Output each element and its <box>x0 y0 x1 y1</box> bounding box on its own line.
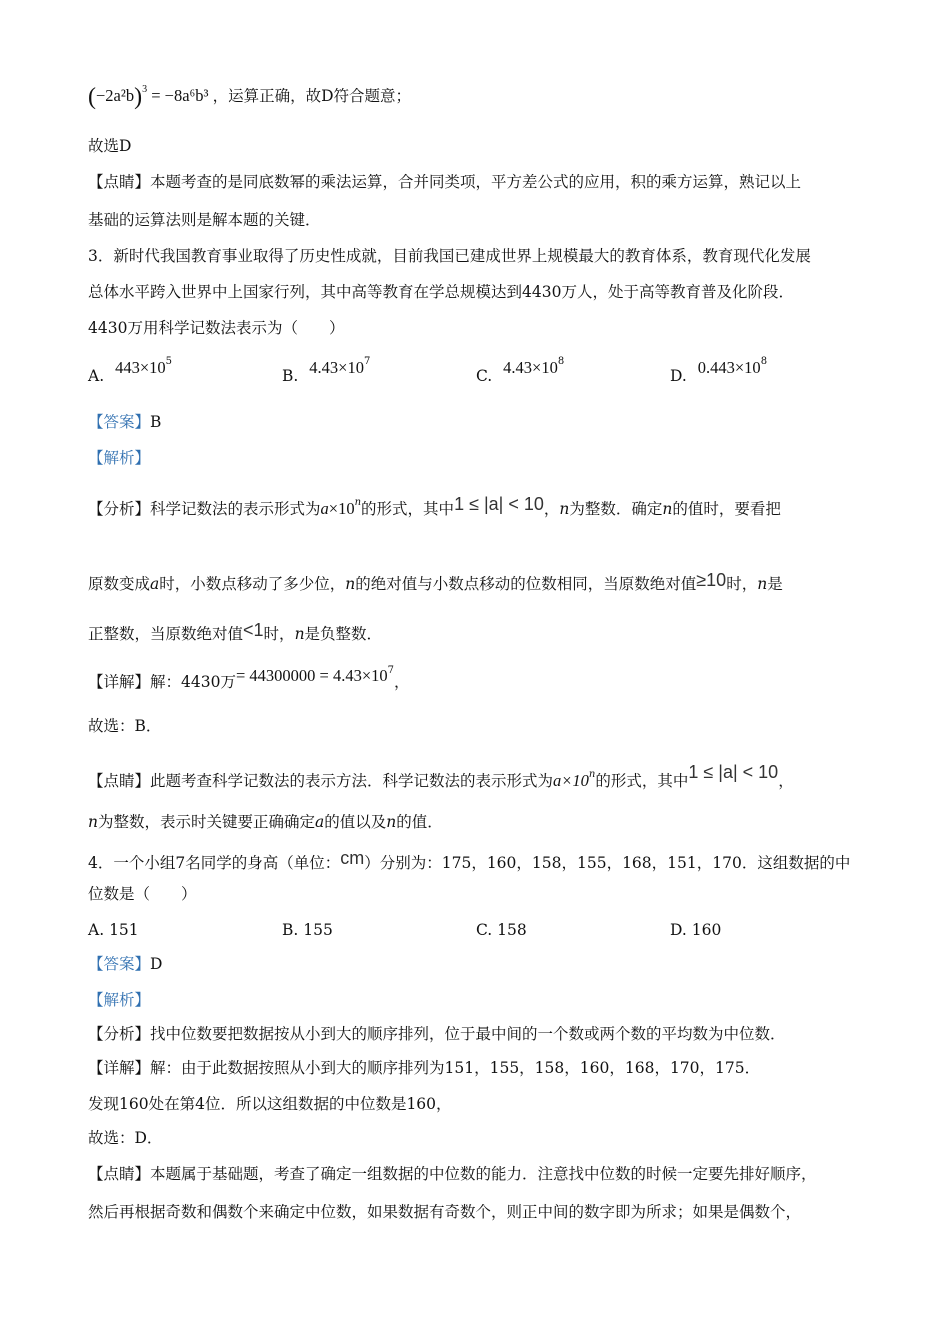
form: a×10 <box>553 771 589 790</box>
text: ， <box>778 772 794 790</box>
choose-d: 故选D <box>88 137 132 155</box>
option-label: B. <box>282 367 299 385</box>
q4-option-c <box>476 920 527 940</box>
option-value: 160 <box>691 921 722 939</box>
text: ）分别为：175，160，158，155，168，151，170．这组数据的中 <box>364 854 851 872</box>
math-inner: −2a²b <box>96 86 135 105</box>
fenxi-tag: 【分析】 <box>88 500 151 518</box>
text: 的形式，其中 <box>595 772 689 790</box>
text: 是负整数． <box>304 625 383 643</box>
option-exponent: 8 <box>557 356 565 367</box>
text: 时，小数点移动了多少位， <box>159 575 346 593</box>
q4-choose: 故选：D． <box>88 1129 163 1147</box>
text: 原数变成 <box>88 575 151 593</box>
q4-detail <box>88 1058 760 1078</box>
q3-fenxi-3 <box>88 620 382 644</box>
detail-tag: 【详解】 <box>88 1059 151 1077</box>
q3-dianjing-1 <box>88 762 794 791</box>
q3-stem-3: 4430万用科学记数法表示为（ ） <box>88 319 345 337</box>
math-expression: $(-2a^2b)^3 = -8a^6b^3$ <box>88 84 209 110</box>
q4-stem-1 <box>88 848 850 873</box>
option-label: D. <box>670 921 687 939</box>
option-exponent: 5 <box>165 356 172 367</box>
q3-option-a <box>88 358 172 386</box>
q4-dianjing <box>88 1164 817 1184</box>
equation: = 44300000 = 4.43×10 <box>235 666 388 685</box>
text: 4．一个小组7名同学的身高（单位： <box>88 854 341 872</box>
text: 的形式，其中 <box>361 500 455 518</box>
text: 的值时，要看把 <box>672 500 781 518</box>
answer-value: D <box>150 955 163 973</box>
option-value: 4.43×10 <box>309 358 364 377</box>
var-n: n <box>588 769 596 780</box>
answer-tag: 【答案】 <box>88 413 151 431</box>
var-n: n <box>294 625 305 643</box>
q3-fenxi-2 <box>88 570 783 594</box>
option-label: A. <box>88 367 105 385</box>
q3-option-c <box>476 358 564 386</box>
answer-value: B <box>150 413 162 431</box>
left-paren: ( <box>88 84 96 110</box>
var-n: n <box>757 575 768 593</box>
q4-last-line: 然后再根据奇数和偶数个来确定中位数，如果数据有奇数个，则正中间的数字即为所求；如果是偶数个， <box>88 1203 802 1221</box>
text: 本题属于基础题，考查了确定一组数据的中位数的能力．注意找中位数的时候一定要先排好顺序， <box>150 1165 817 1183</box>
option-exponent: 7 <box>363 356 371 367</box>
text: 正整数，当原数绝对值 <box>88 625 244 643</box>
q4-stem-2: 位数是（ ） <box>88 885 197 903</box>
inequality: 1 ≤ |a| < 10 <box>454 494 544 514</box>
option-label: A. <box>88 921 105 939</box>
ge-ten: ≥10 <box>696 570 727 590</box>
q4-fenxi <box>88 1024 786 1044</box>
q3-answer <box>88 412 161 432</box>
cube-exponent: 3 <box>142 84 148 95</box>
lt-one: <1 <box>243 620 264 640</box>
text: 为整数，表示时关键要正确确定 <box>97 813 315 831</box>
text: 的值． <box>396 813 443 831</box>
dianjing-line-1 <box>88 172 801 192</box>
q3-stem-1: 3．新时代我国教育事业取得了历史性成就，目前我国已建成世界上规模最大的教育体系，教育现代化发展 <box>88 247 811 265</box>
option-value: 151 <box>109 921 139 939</box>
text: ， <box>394 673 410 691</box>
var-n: n <box>88 813 98 831</box>
q4-option-a <box>88 920 139 940</box>
text: 的值以及 <box>324 813 387 831</box>
answer-tag: 【答案】 <box>88 955 151 973</box>
unit-cm: cm <box>340 848 365 868</box>
text: 时， <box>726 575 758 593</box>
q3-analysis-tag: 【解析】 <box>88 449 151 467</box>
text: 的绝对值与小数点移动的位数相同，当原数绝对值 <box>355 575 697 593</box>
q3-stem-2: 总体水平跨入世界中上国家行列，其中高等教育在学总规模达到4430万人，处于高等教育普及化阶段． <box>88 283 794 301</box>
text: ， <box>543 500 560 518</box>
q4-option-b <box>282 920 333 940</box>
q3-option-b <box>282 358 370 386</box>
text: 此题考查科学记数法的表示方法．科学记数法的表示形式为 <box>150 772 554 790</box>
option-value: 0.443×10 <box>697 358 761 377</box>
q3-fenxi-1 <box>88 494 781 519</box>
q4-answer <box>88 954 162 974</box>
math-result: = −8a⁶b³ <box>151 86 209 105</box>
exponent: 7 <box>387 665 395 676</box>
option-exponent: 8 <box>760 356 768 367</box>
text: 科学记数法的表示形式为 <box>150 500 321 518</box>
line-text: ，运算正确，故D符合题意； <box>212 87 412 105</box>
text: 为整数．确定 <box>569 500 663 518</box>
option-value: 158 <box>497 921 527 939</box>
text: 找中位数要把数据按从小到大的顺序排列，位于最中间的一个数或两个数的平均数为中位数． <box>150 1025 786 1043</box>
dianjing-tag: 【点睛】 <box>88 1165 151 1183</box>
line-expression <box>88 84 412 110</box>
dianjing-tag: 【点睛】 <box>88 173 151 191</box>
text: 时， <box>263 625 295 643</box>
text: 解：由于此数据按照从小到大的顺序排列为151，155，158，160，168，170，175． <box>150 1059 761 1077</box>
dianjing-tag: 【点睛】 <box>88 772 151 790</box>
option-label: B. <box>282 921 299 939</box>
var-n: n <box>354 497 362 508</box>
var-n: n <box>662 500 673 518</box>
detail-tag: 【详解】 <box>88 673 151 691</box>
text: 是 <box>767 575 783 593</box>
var-n: n <box>386 813 397 831</box>
q4-found: 发现160处在第4位．所以这组数据的中位数是160， <box>88 1095 452 1113</box>
fenxi-tag: 【分析】 <box>88 1025 151 1043</box>
times-ten: ×10 <box>328 499 355 518</box>
inequality: 1 ≤ |a| < 10 <box>688 762 779 782</box>
var-a: a <box>315 813 325 831</box>
text: 解：4430万 <box>150 673 236 691</box>
q4-analysis-tag: 【解析】 <box>88 991 151 1009</box>
q3-option-d <box>670 358 767 386</box>
q3-detail <box>88 666 410 692</box>
option-label: C. <box>476 367 493 385</box>
q4-option-d <box>670 920 721 940</box>
var-n: n <box>559 500 570 518</box>
option-label: D. <box>670 367 687 385</box>
var-n: n <box>345 575 356 593</box>
option-label: C. <box>476 921 493 939</box>
var-a: a <box>320 499 329 518</box>
q3-dianjing-2 <box>88 812 443 832</box>
q3-choose: 故选：B． <box>88 717 162 735</box>
dianjing-line-2: 基础的运算法则是解本题的关键． <box>88 211 321 229</box>
option-value: 4.43×10 <box>503 358 558 377</box>
option-value: 443×10 <box>115 358 166 377</box>
dianjing-text: 本题考查的是同底数幂的乘法运算，合并同类项，平方差公式的应用，积的乘方运算，熟记以上 <box>150 173 802 191</box>
option-value: 155 <box>303 921 333 939</box>
var-a: a <box>150 575 160 593</box>
